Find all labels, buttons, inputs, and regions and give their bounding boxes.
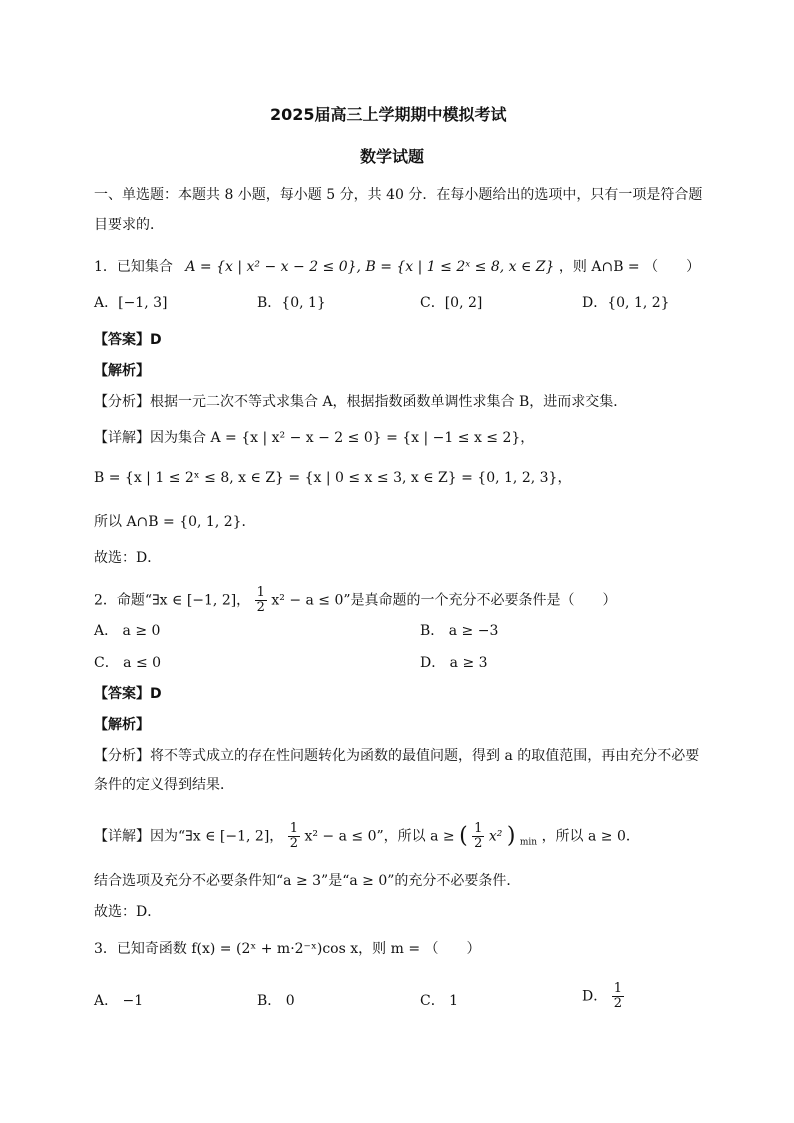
q2-answer: 【答案】D bbox=[94, 686, 162, 702]
q1-option-d: D．{0, 1, 2} bbox=[582, 295, 670, 311]
q2-stem-fraction bbox=[255, 586, 267, 615]
q1-detail-3: 所以 A∩B = {0, 1, 2}． bbox=[94, 514, 256, 530]
q1-detail-2: B = {x | 1 ≤ 2ˣ ≤ 8, x ∈ Z} = {x | 0 ≤ x ≤ 3, x ∈ Z} = {0, 1, 2, 3}， bbox=[94, 470, 572, 486]
q3-option-c: C． 1 bbox=[420, 993, 459, 1009]
section-instructions-line1: 一、单选题：本题共 8 小题，每小题 5 分，共 40 分．在每小题给出的选项中，只有一项是符合题 bbox=[94, 187, 703, 203]
q1-answer: 【答案】D bbox=[94, 332, 162, 348]
q2-detail-frac-den: 2 bbox=[289, 836, 299, 851]
q2-detail-b: x² − a ≤ 0”，所以 a ≥ bbox=[304, 828, 455, 845]
q2-frac-den: 2 bbox=[256, 600, 265, 615]
q1-option-a: A．[−1, 3] bbox=[94, 295, 168, 311]
q2-option-c: C． a ≤ 0 bbox=[94, 655, 162, 671]
q2-detail-min: min bbox=[519, 837, 538, 848]
q1-stem-math: A = {x | x² − x − 2 ≤ 0}, B = {x | 1 ≤ 2ˣ ≤ 8, x ∈ Z} bbox=[185, 259, 555, 275]
page-subtitle: 数学试题 bbox=[360, 147, 425, 166]
q2-detail-d: ，所以 a ≥ 0． bbox=[541, 828, 640, 845]
q2-detail-fraction-2 bbox=[472, 822, 484, 851]
q3-option-d bbox=[582, 982, 624, 1011]
q2-stem-a: 2．命题“∃x ∈ [−1, 2]， bbox=[94, 592, 251, 609]
q1-stem-suffix: ，则 A∩B = （ ） bbox=[558, 259, 701, 275]
q2-choose: 故选：D． bbox=[94, 904, 162, 920]
q2-combine: 结合选项及充分不必要条件知“a ≥ 3”是“a ≥ 0”的充分不必要条件． bbox=[94, 873, 521, 889]
q2-stem bbox=[94, 586, 617, 615]
q1-stem-prefix: 1．已知集合 bbox=[94, 259, 173, 275]
page-title: 2025届高三上学期期中模拟考试 bbox=[270, 105, 507, 124]
q1-option-b: B．{0, 1} bbox=[257, 295, 326, 311]
q2-detail-frac2-num: 1 bbox=[474, 821, 483, 836]
q1-fenxi: 【分析】根据一元二次不等式求集合 A，根据指数函数单调性求集合 B，进而求交集． bbox=[94, 394, 628, 410]
q2-fenxi-1: 【分析】将不等式成立的存在性问题转化为函数的最值问题，得到 a 的取值范围，再由充分不必要 bbox=[94, 748, 700, 764]
q3-option-d-den: 2 bbox=[613, 996, 622, 1011]
q2-option-d: D． a ≥ 3 bbox=[420, 655, 488, 671]
q1-option-c: C．[0, 2] bbox=[420, 295, 483, 311]
q3-option-b: B． 0 bbox=[257, 993, 295, 1009]
q2-option-a: A． a ≥ 0 bbox=[94, 623, 161, 639]
q2-detail-a: 【详解】因为“∃x ∈ [−1, 2]， bbox=[94, 828, 284, 845]
q1-analysis-label: 【解析】 bbox=[94, 363, 150, 379]
q2-fenxi-2: 条件的定义得到结果． bbox=[94, 777, 234, 793]
q2-frac-num: 1 bbox=[256, 585, 265, 600]
q3-stem: 3．已知奇函数 f(x) = (2ˣ + m·2⁻ˣ)cos x，则 m = （ ） bbox=[94, 941, 481, 957]
q2-paren-open: ( bbox=[459, 823, 468, 849]
q2-detail-fraction bbox=[288, 822, 300, 851]
q1-choose: 故选：D． bbox=[94, 550, 162, 566]
q2-detail-frac2-den: 2 bbox=[474, 836, 483, 851]
q3-option-d-fraction bbox=[612, 982, 624, 1011]
q2-detail bbox=[94, 822, 640, 851]
q2-analysis-label: 【解析】 bbox=[94, 717, 150, 733]
q3-option-d-label: D． bbox=[582, 988, 608, 1005]
q2-detail-c: x² bbox=[488, 828, 503, 845]
q2-paren-close: ) bbox=[506, 823, 516, 849]
q1-detail-1: 【详解】因为集合 A = {x | x² − x − 2 ≤ 0} = {x | −1 ≤ x ≤ 2}， bbox=[94, 430, 535, 446]
q2-option-b: B． a ≥ −3 bbox=[420, 623, 499, 639]
section-instructions-line2: 目要求的． bbox=[94, 217, 164, 233]
q1-stem bbox=[94, 258, 700, 276]
q3-option-a: A． −1 bbox=[94, 993, 144, 1009]
q2-stem-b: x² − a ≤ 0”是真命题的一个充分不必要条件是（ ） bbox=[271, 592, 617, 609]
q2-detail-frac-num: 1 bbox=[289, 821, 299, 836]
q3-option-d-num: 1 bbox=[613, 981, 622, 996]
